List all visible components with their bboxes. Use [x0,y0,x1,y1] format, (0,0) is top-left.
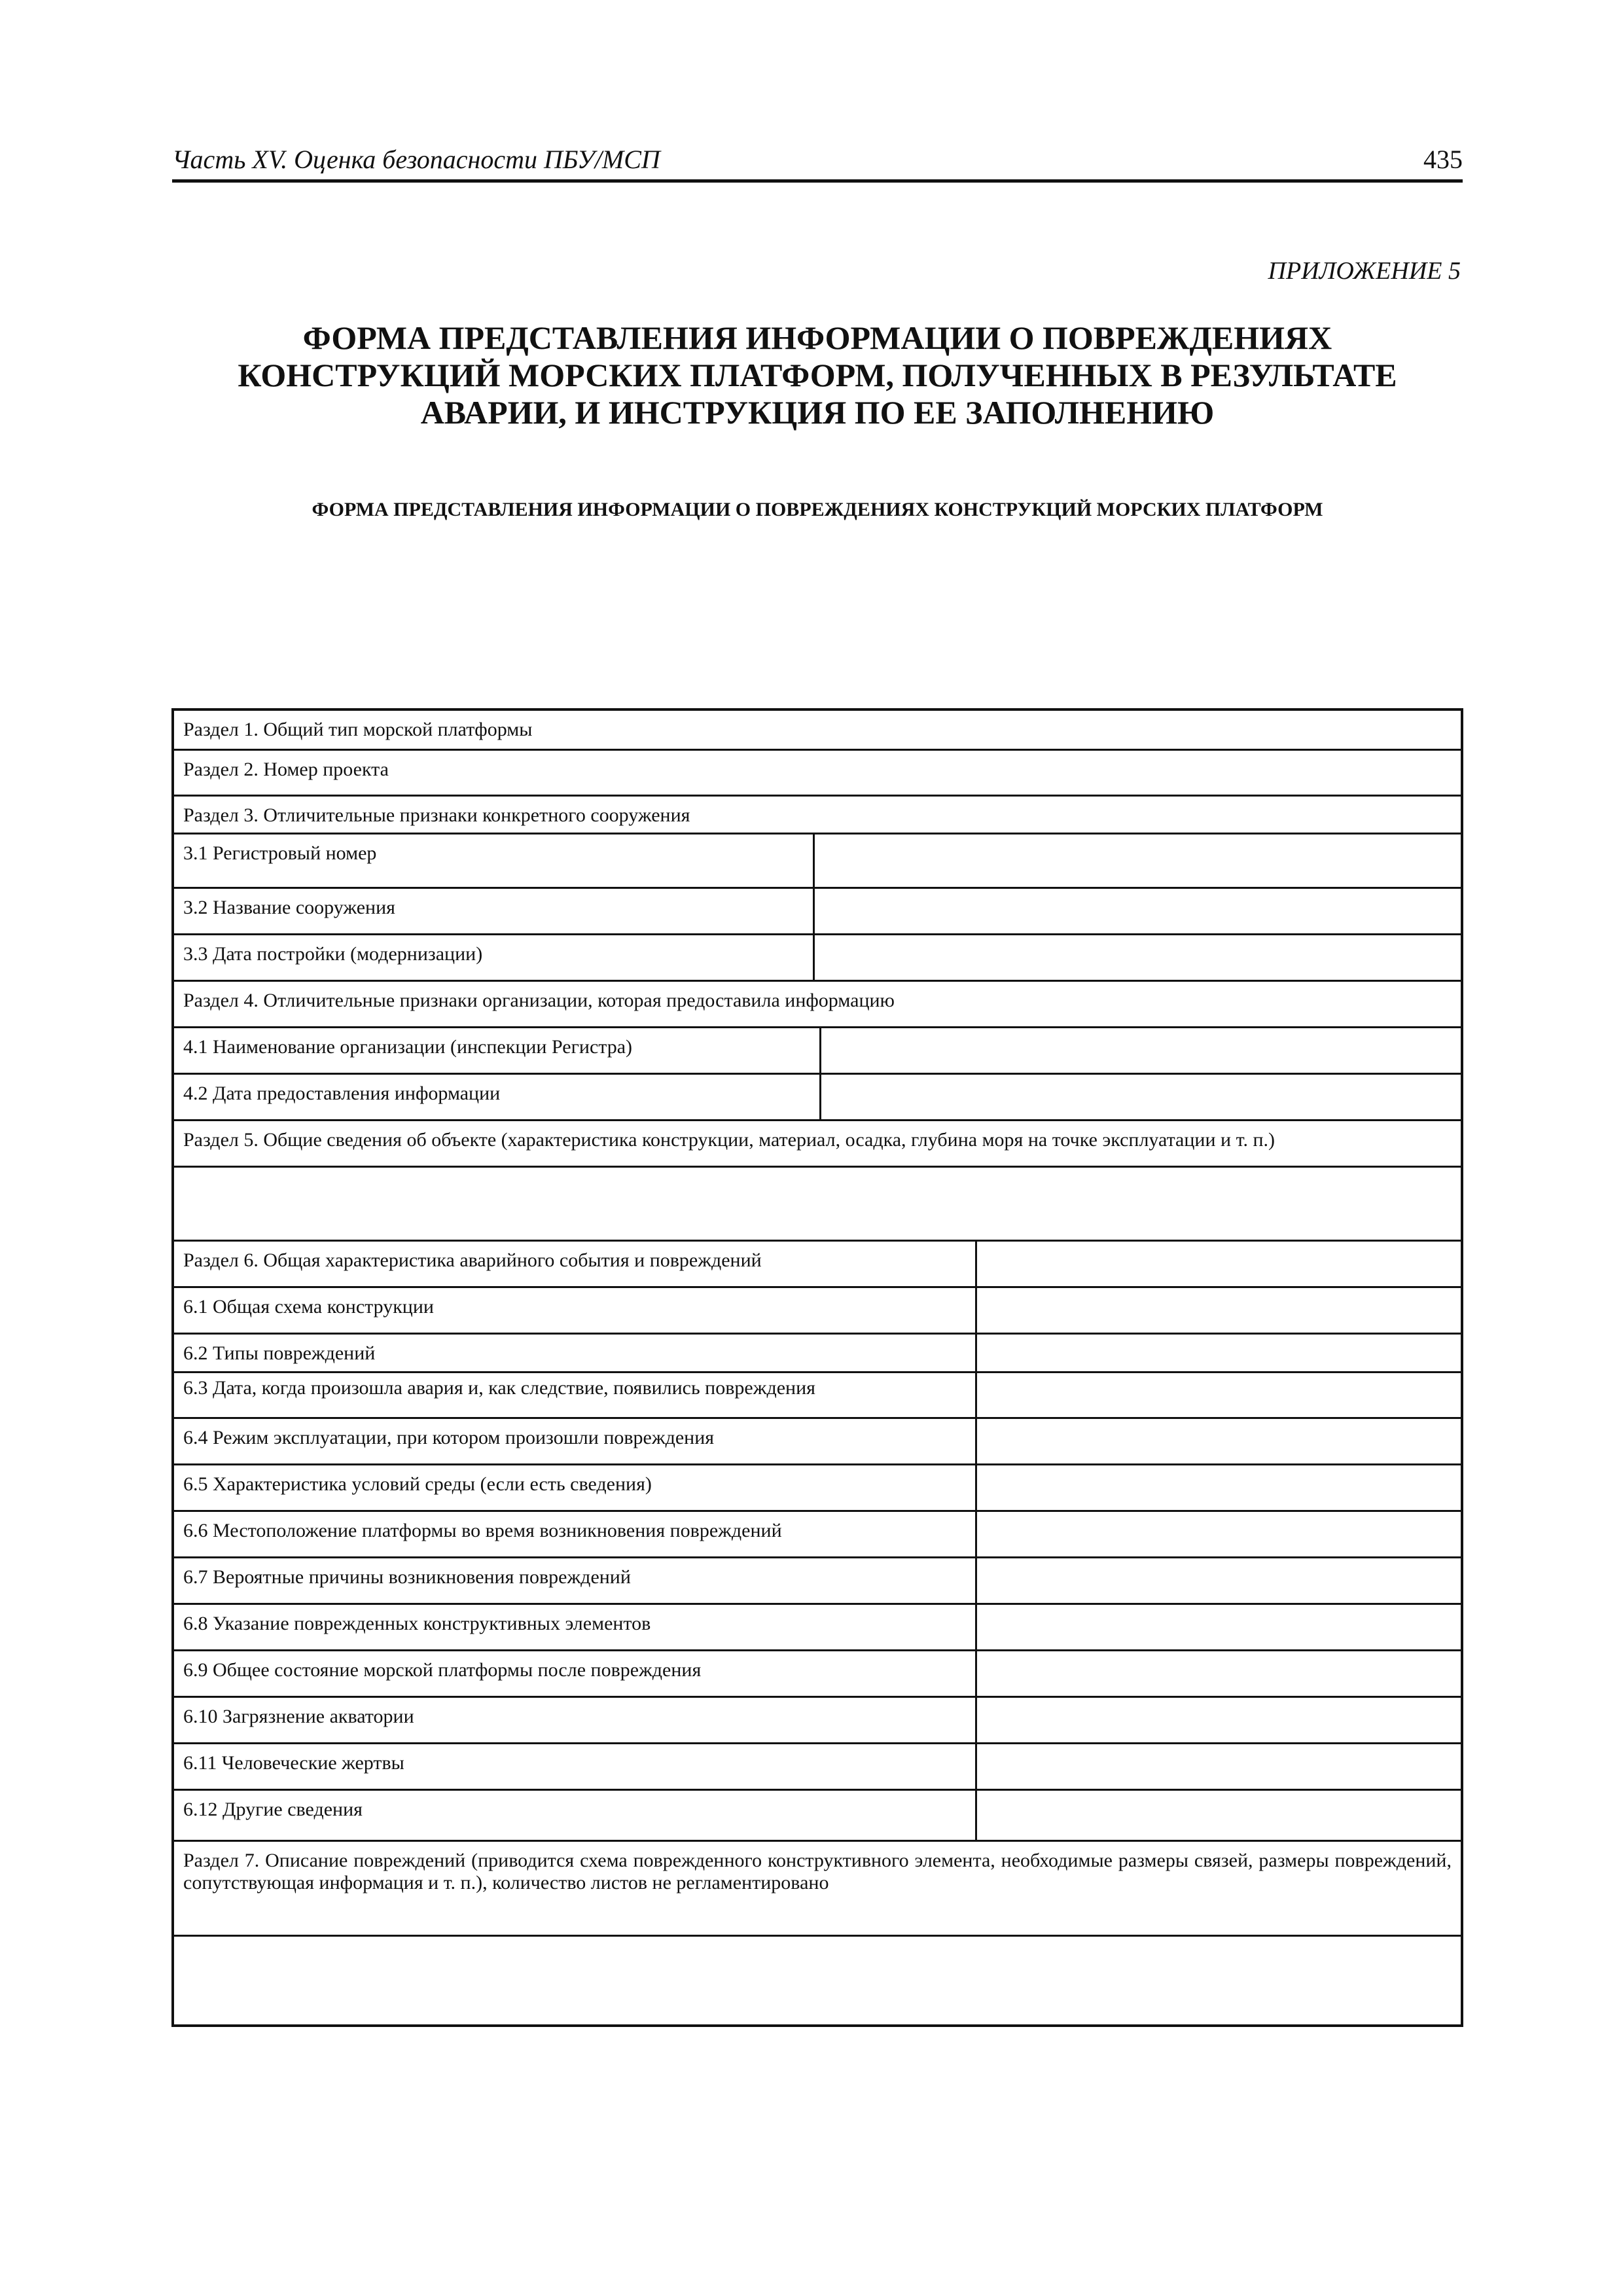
form-row-section-5 [174,1119,1461,1166]
form-row-section-7-content [174,1935,1461,2024]
build-date-field[interactable] [813,935,1461,980]
main-title [172,319,1463,431]
operating-mode-label: 6.4 Режим эксплуатации, при котором произошли повреждения [183,1427,715,1448]
section-5-field[interactable] [174,1168,1461,1240]
form-row-6-2 [174,1333,1461,1371]
form-row-section-5-content [174,1166,1461,1240]
accident-date-field[interactable] [975,1373,1461,1417]
platform-condition-label: 6.9 Общее состояние морской платформы после повреждения [183,1659,702,1681]
form-row-3-1 [174,833,1461,887]
environment-conditions-label: 6.5 Характеристика условий среды (если есть сведения) [183,1473,652,1495]
damage-report-form [171,708,1463,2027]
registry-number-label: 3.1 Регистровый номер [183,842,377,864]
section-7-field[interactable] [174,1937,1461,2024]
section-3-label: Раздел 3. Отличительные признаки конкретного сооружения [183,804,690,826]
form-row-6-6 [174,1510,1461,1556]
platform-location-field[interactable] [975,1512,1461,1556]
water-pollution-label: 6.10 Загрязнение акватории [183,1706,414,1727]
main-title-line-2: КОНСТРУКЦИЙ МОРСКИХ ПЛАТФОРМ, ПОЛУЧЕННЫХ В РЕЗУЛЬТАТЕ [238,357,1397,393]
sub-title: ФОРМА ПРЕДСТАВЛЕНИЯ ИНФОРМАЦИИ О ПОВРЕЖДЕНИЯХ КОНСТРУКЦИЙ МОРСКИХ ПЛАТФОРМ [312,499,1323,520]
casualties-field[interactable] [975,1744,1461,1789]
other-info-label: 6.12 Другие сведения [183,1799,363,1820]
damage-types-label: 6.2 Типы повреждений [183,1342,376,1364]
structure-scheme-field[interactable] [975,1288,1461,1333]
section-5-label: Раздел 5. Общие сведения об объекте (характеристика конструкции, материал, осадка, глубина моря на точке эксплуатации и т. п.) [183,1129,1275,1151]
header-title: Часть XV. Оценка безопасности ПБУ/МСП [172,145,660,174]
section-7-label: Раздел 7. Описание повреждений (приводится схема поврежденного конструктивного элемента, необходимые размеры связей, размеры повреждений, сопутствующая информация и т. п.), количество листов не регламентировано [183,1850,1452,1893]
probable-causes-field[interactable] [975,1558,1461,1603]
accident-date-label: 6.3 Дата, когда произошла авария и, как следствие, появились повреждения [183,1377,815,1399]
form-row-3-2 [174,887,1461,933]
main-title-line-3: АВАРИИ, И ИНСТРУКЦИЯ ПО ЕЕ ЗАПОЛНЕНИЮ [420,394,1215,431]
submission-date-label: 4.2 Дата предоставления информации [183,1083,501,1104]
other-info-field[interactable] [975,1791,1461,1840]
form-row-6-4 [174,1417,1461,1463]
section-6-field[interactable] [975,1242,1461,1286]
form-row-section-3 [174,795,1461,833]
structure-name-field[interactable] [813,889,1461,933]
section-1-label: Раздел 1. Общий тип морской платформы [183,719,533,740]
form-row-6-1 [174,1286,1461,1333]
structure-scheme-label: 6.1 Общая схема конструкции [183,1296,434,1318]
page-number: 435 [1423,145,1463,174]
form-row-section-1 [174,711,1461,749]
form-row-6-7 [174,1556,1461,1603]
form-row-6-5 [174,1463,1461,1510]
appendix-label: ПРИЛОЖЕНИЕ 5 [1268,257,1461,285]
submission-date-field[interactable] [819,1075,1461,1119]
form-row-6-9 [174,1649,1461,1696]
damage-types-field[interactable] [975,1335,1461,1371]
form-row-6-8 [174,1603,1461,1649]
damaged-elements-label: 6.8 Указание поврежденных конструктивных элементов [183,1613,651,1634]
main-title-line-1: ФОРМА ПРЕДСТАВЛЕНИЯ ИНФОРМАЦИИ О ПОВРЕЖДЕНИЯХ [302,319,1332,356]
section-4-label: Раздел 4. Отличительные признаки организации, которая предоставила информацию [183,990,895,1011]
form-row-6-12 [174,1789,1461,1840]
form-row-6-3 [174,1371,1461,1417]
section-2-label: Раздел 2. Номер проекта [183,759,389,780]
build-date-label: 3.3 Дата постройки (модернизации) [183,943,483,965]
environment-conditions-field[interactable] [975,1465,1461,1510]
organization-name-field[interactable] [819,1028,1461,1073]
form-row-section-2 [174,749,1461,795]
structure-name-label: 3.2 Название сооружения [183,897,395,918]
form-row-section-4 [174,980,1461,1026]
form-row-section-7 [174,1840,1461,1935]
running-header [172,140,1463,183]
form-row-6-10 [174,1696,1461,1742]
operating-mode-field[interactable] [975,1419,1461,1463]
form-row-4-2 [174,1073,1461,1119]
damaged-elements-field[interactable] [975,1605,1461,1649]
registry-number-field[interactable] [813,834,1461,887]
platform-condition-field[interactable] [975,1651,1461,1696]
water-pollution-field[interactable] [975,1698,1461,1742]
platform-location-label: 6.6 Местоположение платформы во время возникновения повреждений [183,1520,782,1541]
form-row-4-1 [174,1026,1461,1073]
form-row-section-6 [174,1240,1461,1286]
form-row-3-3 [174,933,1461,980]
probable-causes-label: 6.7 Вероятные причины возникновения повреждений [183,1566,631,1588]
casualties-label: 6.11 Человеческие жертвы [183,1752,404,1774]
organization-name-label: 4.1 Наименование организации (инспекции Регистра) [183,1036,633,1058]
section-6-label: Раздел 6. Общая характеристика аварийного события и повреждений [183,1249,762,1271]
form-row-6-11 [174,1742,1461,1789]
